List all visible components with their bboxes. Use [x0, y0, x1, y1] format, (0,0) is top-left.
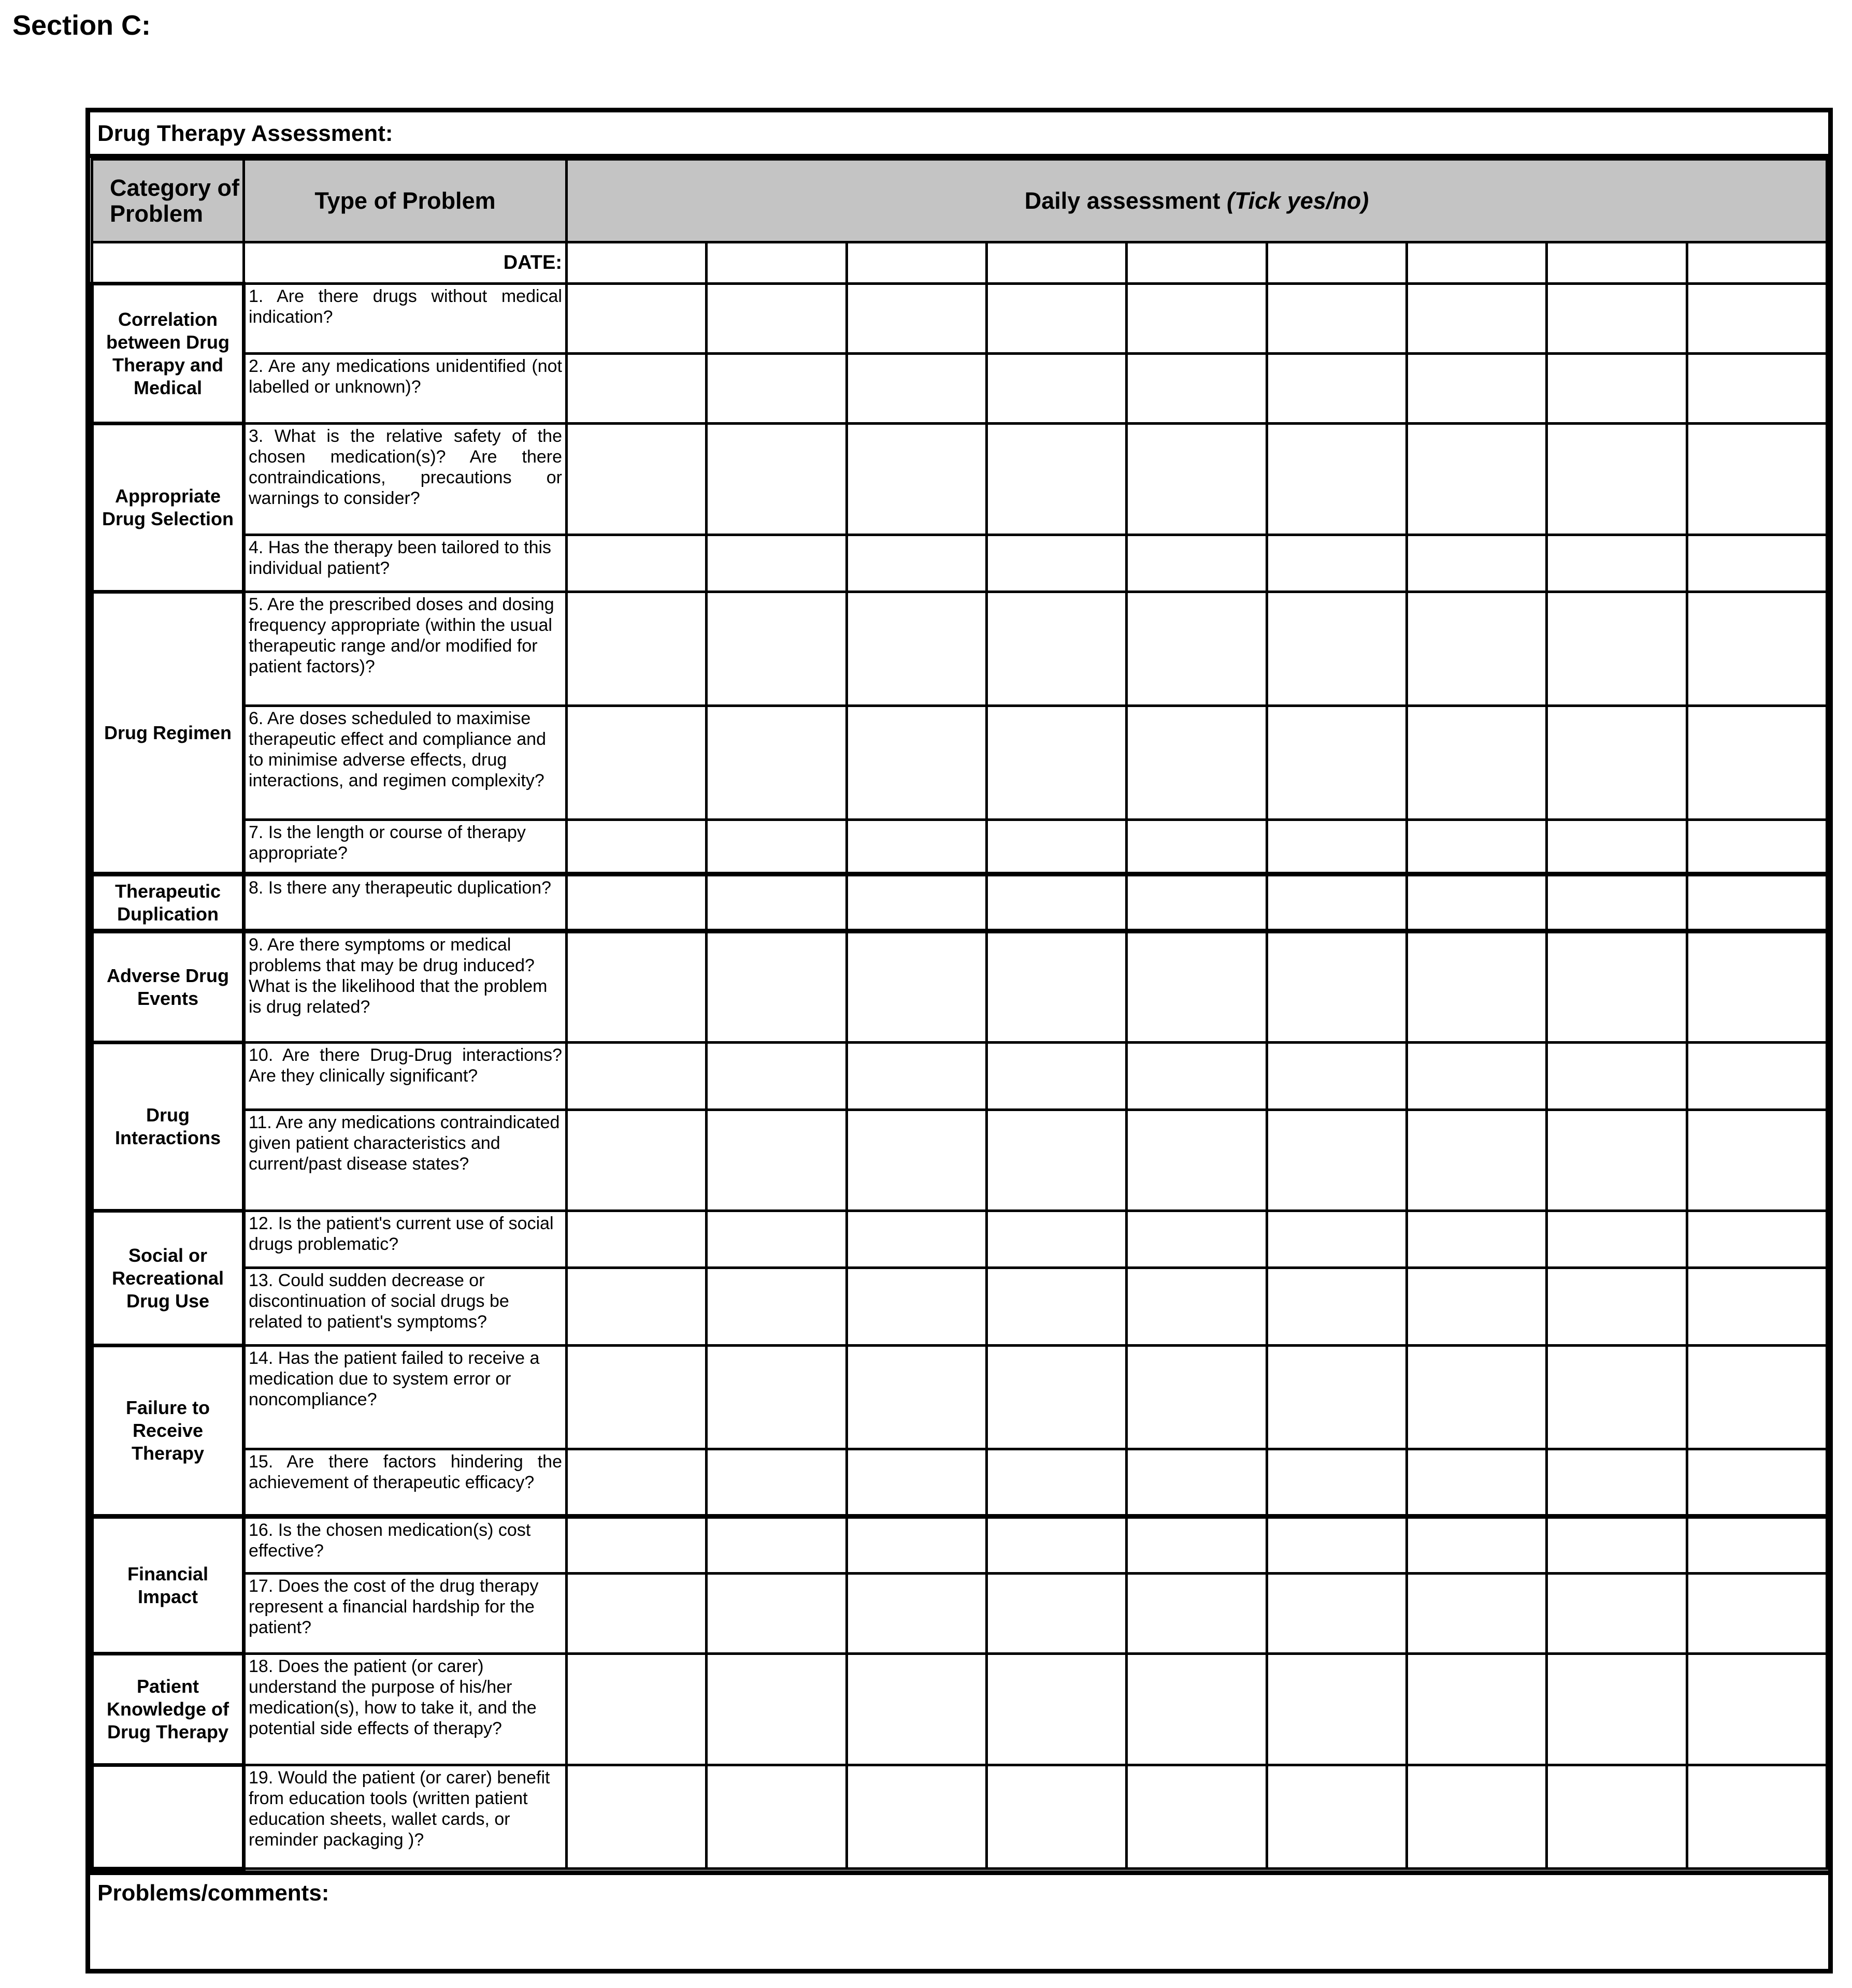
category-cell: Correlation between Drug Therapy and Medical — [92, 284, 244, 424]
problems-comments-label: Problems/comments: — [97, 1880, 329, 1906]
tick-cell-day-9[interactable] — [1687, 1346, 1827, 1449]
question-text: 3. What is the relative safety of the chosen medication(s)? Are there contraindications, precautions or warnings to consider? — [244, 424, 567, 535]
tick-cell-day-4[interactable] — [986, 1574, 1126, 1654]
tick-cell-day-5[interactable] — [1127, 1449, 1267, 1517]
tick-cell-day-3[interactable] — [846, 1765, 986, 1869]
date-cell-9[interactable] — [1687, 242, 1827, 284]
tick-cell-day-7[interactable] — [1406, 931, 1546, 1043]
tick-cell-day-6[interactable] — [1267, 354, 1406, 424]
tick-cell-day-4[interactable] — [986, 535, 1126, 592]
date-row-blank — [92, 242, 244, 284]
tick-cell-day-2[interactable] — [707, 1346, 846, 1449]
tick-cell-day-9[interactable] — [1687, 424, 1827, 535]
tick-cell-day-9[interactable] — [1687, 1211, 1827, 1268]
tick-cell-day-5[interactable] — [1127, 1654, 1267, 1765]
tick-cell-day-5[interactable] — [1127, 1268, 1267, 1346]
tick-cell-day-4[interactable] — [986, 1268, 1126, 1346]
tick-cell-day-9[interactable] — [1687, 1449, 1827, 1517]
tick-cell-day-8[interactable] — [1547, 1211, 1687, 1268]
category-column-header: Category of Problem — [92, 160, 244, 242]
tick-cell-day-8[interactable] — [1547, 874, 1687, 931]
tick-cell-day-8[interactable] — [1547, 424, 1687, 535]
tick-cell-day-9[interactable] — [1687, 874, 1827, 931]
tick-cell-day-5[interactable] — [1127, 424, 1267, 535]
type-column-header: Type of Problem — [244, 160, 567, 242]
tick-cell-day-4[interactable] — [986, 1211, 1126, 1268]
question-row — [92, 1449, 1827, 1517]
tick-cell-day-7[interactable] — [1406, 1110, 1546, 1211]
tick-cell-day-2[interactable] — [707, 1449, 846, 1517]
question-text: 18. Does the patient (or carer) understand the purpose of his/her medication(s), how to take it, and the potential side effects of therapy? — [244, 1654, 567, 1765]
tick-cell-day-1[interactable] — [567, 354, 707, 424]
tick-cell-day-1[interactable] — [567, 1110, 707, 1211]
tick-cell-day-8[interactable] — [1547, 535, 1687, 592]
tick-cell-day-5[interactable] — [1127, 874, 1267, 931]
tick-cell-day-1[interactable] — [567, 1043, 707, 1110]
question-text: 7. Is the length or course of therapy appropriate? — [244, 820, 567, 874]
tick-cell-day-9[interactable] — [1687, 354, 1827, 424]
category-cell: Financial Impact — [92, 1517, 244, 1654]
category-cell: Social or Recreational Drug Use — [92, 1211, 244, 1346]
tick-cell-day-9[interactable] — [1687, 1574, 1827, 1654]
tick-cell-day-3[interactable] — [846, 931, 986, 1043]
tick-cell-day-4[interactable] — [986, 820, 1126, 874]
tick-cell-day-3[interactable] — [846, 1574, 986, 1654]
tick-cell-day-4[interactable] — [986, 874, 1126, 931]
tick-cell-day-9[interactable] — [1687, 706, 1827, 820]
tick-cell-day-2[interactable] — [707, 1574, 846, 1654]
question-text: 6. Are doses scheduled to maximise therapeutic effect and compliance and to minimise adverse effects, drug interactions, and regimen complexity? — [244, 706, 567, 820]
question-row — [92, 1654, 1827, 1765]
category-cell: Patient Knowledge of Drug Therapy — [92, 1654, 244, 1765]
tick-cell-day-9[interactable] — [1687, 1765, 1827, 1869]
tick-cell-day-9[interactable] — [1687, 592, 1827, 706]
date-row — [92, 242, 1827, 284]
tick-cell-day-2[interactable] — [707, 874, 846, 931]
tick-cell-day-5[interactable] — [1127, 354, 1267, 424]
tick-cell-day-5[interactable] — [1127, 1211, 1267, 1268]
tick-cell-day-7[interactable] — [1406, 1574, 1546, 1654]
tick-cell-day-3[interactable] — [846, 284, 986, 354]
question-row — [92, 1517, 1827, 1574]
daily-assessment-header — [567, 160, 1827, 242]
tick-cell-day-5[interactable] — [1127, 1517, 1267, 1574]
tick-cell-day-1[interactable] — [567, 424, 707, 535]
tick-cell-day-4[interactable] — [986, 1346, 1126, 1449]
tick-cell-day-3[interactable] — [846, 1110, 986, 1211]
tick-cell-day-6[interactable] — [1267, 1211, 1406, 1268]
question-text: 15. Are there factors hindering the achievement of therapeutic efficacy? — [244, 1449, 567, 1517]
tick-cell-day-7[interactable] — [1406, 874, 1546, 931]
question-row — [92, 1574, 1827, 1654]
tick-cell-day-8[interactable] — [1547, 592, 1687, 706]
tick-cell-day-9[interactable] — [1687, 1268, 1827, 1346]
tick-cell-day-4[interactable] — [986, 706, 1126, 820]
tick-cell-day-2[interactable] — [707, 706, 846, 820]
tick-cell-day-1[interactable] — [567, 535, 707, 592]
tick-cell-day-7[interactable] — [1406, 592, 1546, 706]
question-text: 5. Are the prescribed doses and dosing frequency appropriate (within the usual therapeutic range and/or modified for patient factors)? — [244, 592, 567, 706]
tick-cell-day-7[interactable] — [1406, 1765, 1546, 1869]
tick-cell-day-5[interactable] — [1127, 931, 1267, 1043]
tick-cell-day-5[interactable] — [1127, 284, 1267, 354]
tick-cell-day-2[interactable] — [707, 284, 846, 354]
tick-cell-day-3[interactable] — [846, 1517, 986, 1574]
date-cell-7[interactable] — [1406, 242, 1546, 284]
tick-cell-day-5[interactable] — [1127, 535, 1267, 592]
tick-cell-day-7[interactable] — [1406, 424, 1546, 535]
category-cell — [92, 1765, 244, 1869]
section-title: Section C: — [12, 10, 151, 41]
tick-cell-day-1[interactable] — [567, 931, 707, 1043]
problems-comments-box[interactable] — [90, 1870, 1828, 1969]
question-row — [92, 1765, 1827, 1869]
tick-cell-day-7[interactable] — [1406, 1654, 1546, 1765]
tick-cell-day-9[interactable] — [1687, 931, 1827, 1043]
tick-cell-day-5[interactable] — [1127, 1043, 1267, 1110]
tick-cell-day-7[interactable] — [1406, 535, 1546, 592]
tick-cell-day-3[interactable] — [846, 592, 986, 706]
category-cell: Failure to Receive Therapy — [92, 1346, 244, 1517]
tick-cell-day-3[interactable] — [846, 1268, 986, 1346]
tick-cell-day-2[interactable] — [707, 1043, 846, 1110]
category-cell: Drug Regimen — [92, 592, 244, 874]
tick-cell-day-5[interactable] — [1127, 1346, 1267, 1449]
question-row — [92, 1268, 1827, 1346]
question-row — [92, 820, 1827, 874]
tick-cell-day-3[interactable] — [846, 1346, 986, 1449]
tick-cell-day-6[interactable] — [1267, 1765, 1406, 1869]
question-text: 12. Is the patient's current use of social drugs problematic? — [244, 1211, 567, 1268]
tick-cell-day-2[interactable] — [707, 1517, 846, 1574]
tick-cell-day-3[interactable] — [846, 706, 986, 820]
tick-cell-day-3[interactable] — [846, 424, 986, 535]
form-title: Drug Therapy Assessment: — [90, 112, 1828, 158]
tick-cell-day-9[interactable] — [1687, 820, 1827, 874]
tick-cell-day-9[interactable] — [1687, 1043, 1827, 1110]
tick-cell-day-8[interactable] — [1547, 706, 1687, 820]
tick-cell-day-6[interactable] — [1267, 874, 1406, 931]
category-cell: Appropriate Drug Selection — [92, 424, 244, 592]
question-row — [92, 592, 1827, 706]
tick-cell-day-9[interactable] — [1687, 284, 1827, 354]
tick-cell-day-4[interactable] — [986, 592, 1126, 706]
daily-assessment-label: Daily assessment — [1024, 187, 1221, 214]
tick-cell-day-4[interactable] — [986, 1765, 1126, 1869]
tick-cell-day-4[interactable] — [986, 1110, 1126, 1211]
category-cell: Therapeutic Duplication — [92, 874, 244, 931]
category-cell: Adverse Drug Events — [92, 931, 244, 1043]
tick-cell-day-8[interactable] — [1547, 1574, 1687, 1654]
tick-cell-day-1[interactable] — [567, 1346, 707, 1449]
tick-cell-day-2[interactable] — [707, 1110, 846, 1211]
question-row — [92, 874, 1827, 931]
question-row — [92, 1110, 1827, 1211]
tick-cell-day-3[interactable] — [846, 1654, 986, 1765]
date-label: DATE: — [244, 242, 567, 284]
tick-cell-day-1[interactable] — [567, 706, 707, 820]
tick-cell-day-3[interactable] — [846, 874, 986, 931]
tick-cell-day-3[interactable] — [846, 354, 986, 424]
tick-cell-day-9[interactable] — [1687, 1110, 1827, 1211]
tick-cell-day-9[interactable] — [1687, 535, 1827, 592]
tick-cell-day-1[interactable] — [567, 1517, 707, 1574]
tick-cell-day-4[interactable] — [986, 424, 1126, 535]
date-cell-4[interactable] — [986, 242, 1126, 284]
tick-cell-day-1[interactable] — [567, 874, 707, 931]
tick-cell-day-2[interactable] — [707, 931, 846, 1043]
tick-cell-day-8[interactable] — [1547, 1110, 1687, 1211]
tick-cell-day-3[interactable] — [846, 1043, 986, 1110]
tick-cell-day-2[interactable] — [707, 592, 846, 706]
tick-cell-day-6[interactable] — [1267, 592, 1406, 706]
tick-cell-day-7[interactable] — [1406, 1449, 1546, 1517]
tick-cell-day-8[interactable] — [1547, 1654, 1687, 1765]
tick-cell-day-2[interactable] — [707, 1268, 846, 1346]
tick-cell-day-6[interactable] — [1267, 1449, 1406, 1517]
tick-cell-day-6[interactable] — [1267, 820, 1406, 874]
question-text: 14. Has the patient failed to receive a medication due to system error or noncompliance? — [244, 1346, 567, 1449]
question-row — [92, 535, 1827, 592]
question-text: 8. Is there any therapeutic duplication? — [244, 874, 567, 931]
tick-cell-day-4[interactable] — [986, 284, 1126, 354]
tick-cell-day-7[interactable] — [1406, 1211, 1546, 1268]
tick-cell-day-2[interactable] — [707, 1765, 846, 1869]
tick-cell-day-1[interactable] — [567, 1211, 707, 1268]
tick-cell-day-5[interactable] — [1127, 706, 1267, 820]
tick-cell-day-8[interactable] — [1547, 931, 1687, 1043]
question-row — [92, 931, 1827, 1043]
tick-cell-day-6[interactable] — [1267, 931, 1406, 1043]
tick-cell-day-6[interactable] — [1267, 1110, 1406, 1211]
date-cell-3[interactable] — [846, 242, 986, 284]
tick-cell-day-2[interactable] — [707, 535, 846, 592]
question-text: 2. Are any medications unidentified (not labelled or unknown)? — [244, 354, 567, 424]
tick-cell-day-1[interactable] — [567, 1654, 707, 1765]
question-row — [92, 1043, 1827, 1110]
tick-cell-day-3[interactable] — [846, 535, 986, 592]
tick-cell-day-6[interactable] — [1267, 424, 1406, 535]
date-cell-6[interactable] — [1267, 242, 1406, 284]
tick-cell-day-4[interactable] — [986, 1449, 1126, 1517]
tick-cell-day-8[interactable] — [1547, 284, 1687, 354]
date-cell-5[interactable] — [1127, 242, 1267, 284]
tick-cell-day-7[interactable] — [1406, 284, 1546, 354]
tick-cell-day-6[interactable] — [1267, 1574, 1406, 1654]
tick-cell-day-6[interactable] — [1267, 1517, 1406, 1574]
tick-cell-day-2[interactable] — [707, 1211, 846, 1268]
tick-cell-day-2[interactable] — [707, 354, 846, 424]
tick-cell-day-5[interactable] — [1127, 1765, 1267, 1869]
question-row — [92, 1211, 1827, 1268]
question-row — [92, 424, 1827, 535]
tick-cell-day-7[interactable] — [1406, 1043, 1546, 1110]
tick-cell-day-8[interactable] — [1547, 1449, 1687, 1517]
question-row — [92, 1346, 1827, 1449]
tick-cell-day-7[interactable] — [1406, 1517, 1546, 1574]
question-text: 4. Has the therapy been tailored to this individual patient? — [244, 535, 567, 592]
question-row — [92, 354, 1827, 424]
tick-cell-day-8[interactable] — [1547, 1346, 1687, 1449]
date-cell-1[interactable] — [567, 242, 707, 284]
tick-cell-day-4[interactable] — [986, 354, 1126, 424]
tick-cell-day-5[interactable] — [1127, 592, 1267, 706]
question-text: 17. Does the cost of the drug therapy represent a financial hardship for the patient? — [244, 1574, 567, 1654]
tick-cell-day-2[interactable] — [707, 1654, 846, 1765]
tick-cell-day-8[interactable] — [1547, 1517, 1687, 1574]
tick-cell-day-1[interactable] — [567, 820, 707, 874]
tick-cell-day-8[interactable] — [1547, 1043, 1687, 1110]
question-row — [92, 284, 1827, 354]
tick-cell-day-7[interactable] — [1406, 1346, 1546, 1449]
tick-cell-day-5[interactable] — [1127, 1574, 1267, 1654]
tick-cell-day-9[interactable] — [1687, 1517, 1827, 1574]
question-text: 9. Are there symptoms or medical problems that may be drug induced? What is the likelihood that the problem is drug related? — [244, 931, 567, 1043]
question-text: 1. Are there drugs without medical indication? — [244, 284, 567, 354]
daily-assessment-hint: (Tick yes/no) — [1226, 187, 1369, 214]
tick-cell-day-5[interactable] — [1127, 1110, 1267, 1211]
question-text: 13. Could sudden decrease or discontinuation of social drugs be related to patient's symptoms? — [244, 1268, 567, 1346]
tick-cell-day-6[interactable] — [1267, 1043, 1406, 1110]
date-cell-2[interactable] — [707, 242, 846, 284]
tick-cell-day-8[interactable] — [1547, 1765, 1687, 1869]
tick-cell-day-6[interactable] — [1267, 1268, 1406, 1346]
tick-cell-day-4[interactable] — [986, 1517, 1126, 1574]
question-text: 10. Are there Drug-Drug interactions? Are they clinically significant? — [244, 1043, 567, 1110]
tick-cell-day-4[interactable] — [986, 1043, 1126, 1110]
tick-cell-day-3[interactable] — [846, 1449, 986, 1517]
tick-cell-day-8[interactable] — [1547, 820, 1687, 874]
question-text: 19. Would the patient (or carer) benefit from education tools (written patient education sheets, wallet cards, or reminder packaging )? — [244, 1765, 567, 1869]
tick-cell-day-1[interactable] — [567, 1765, 707, 1869]
tick-cell-day-2[interactable] — [707, 820, 846, 874]
tick-cell-day-6[interactable] — [1267, 284, 1406, 354]
drug-therapy-assessment-form — [85, 108, 1833, 1973]
tick-cell-day-6[interactable] — [1267, 706, 1406, 820]
tick-cell-day-3[interactable] — [846, 820, 986, 874]
tick-cell-day-2[interactable] — [707, 424, 846, 535]
tick-cell-day-1[interactable] — [567, 1574, 707, 1654]
tick-cell-day-6[interactable] — [1267, 535, 1406, 592]
tick-cell-day-8[interactable] — [1547, 1268, 1687, 1346]
tick-cell-day-9[interactable] — [1687, 1654, 1827, 1765]
tick-cell-day-1[interactable] — [567, 592, 707, 706]
tick-cell-day-4[interactable] — [986, 931, 1126, 1043]
tick-cell-day-1[interactable] — [567, 284, 707, 354]
tick-cell-day-5[interactable] — [1127, 820, 1267, 874]
question-row — [92, 706, 1827, 820]
tick-cell-day-7[interactable] — [1406, 354, 1546, 424]
tick-cell-day-8[interactable] — [1547, 354, 1687, 424]
tick-cell-day-3[interactable] — [846, 1211, 986, 1268]
category-cell: Drug Interactions — [92, 1043, 244, 1211]
tick-cell-day-6[interactable] — [1267, 1654, 1406, 1765]
tick-cell-day-7[interactable] — [1406, 706, 1546, 820]
tick-cell-day-1[interactable] — [567, 1268, 707, 1346]
tick-cell-day-6[interactable] — [1267, 1346, 1406, 1449]
question-text: 11. Are any medications contraindicated given patient characteristics and current/past disease states? — [244, 1110, 567, 1211]
tick-cell-day-1[interactable] — [567, 1449, 707, 1517]
assessment-table — [90, 158, 1828, 1870]
tick-cell-day-7[interactable] — [1406, 1268, 1546, 1346]
date-cell-8[interactable] — [1547, 242, 1687, 284]
tick-cell-day-7[interactable] — [1406, 820, 1546, 874]
tick-cell-day-4[interactable] — [986, 1654, 1126, 1765]
question-text: 16. Is the chosen medication(s) cost effective? — [244, 1517, 567, 1574]
